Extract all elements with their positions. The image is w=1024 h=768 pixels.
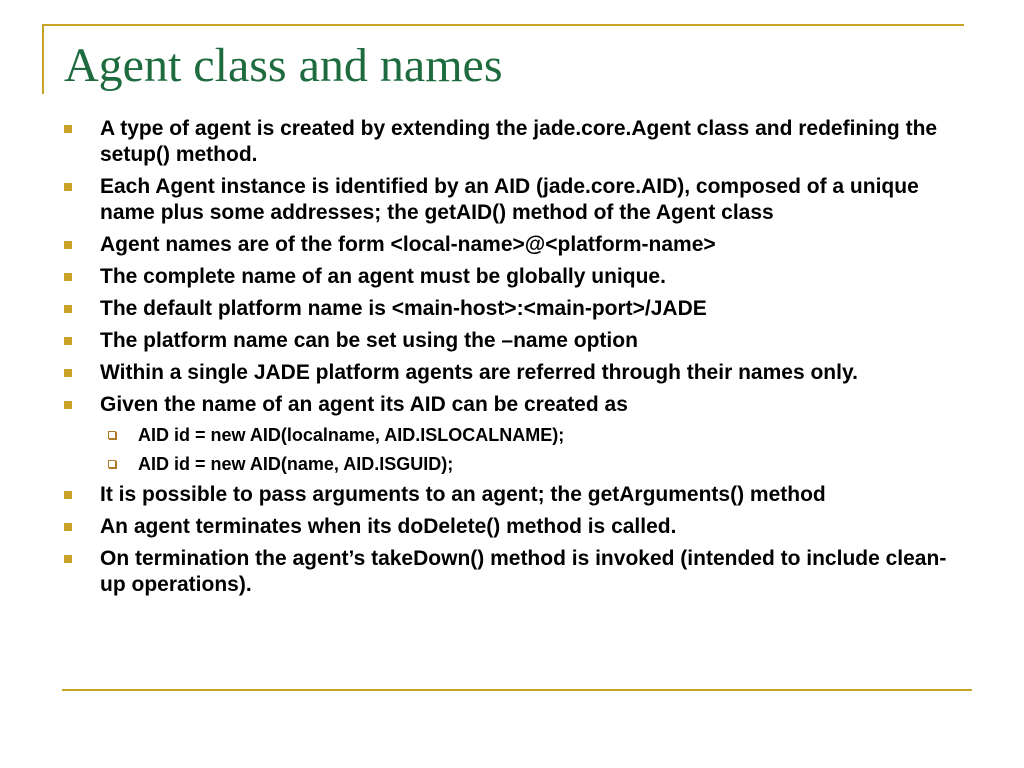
frame-bottom-line [62,689,972,691]
bullet-text: The default platform name is <main-host>:<main-port>/JADE [100,297,707,320]
square-bullet-icon [64,401,72,409]
slide-title: Agent class and names [64,39,503,92]
bullet-item [62,264,952,290]
square-bullet-icon [64,337,72,345]
bullet-text: Each Agent instance is identified by an AID (jade.core.AID), composed of a unique name plus some addresses; the getAID() method of the Agent class [100,175,919,224]
bullet-text: On termination the agent’s takeDown() method is invoked (intended to include clean-up operations). [100,547,947,596]
sub-bullet-text: AID id = new AID(name, AID.ISGUID); [138,454,454,474]
square-bullet-icon [64,305,72,313]
square-bullet-icon [64,241,72,249]
bullet-item [62,514,952,540]
bullet-text: The complete name of an agent must be globally unique. [100,265,666,288]
bullet-text: It is possible to pass arguments to an agent; the getArguments() method [100,483,826,506]
bullet-item [62,174,952,226]
sub-bullet-item [62,424,952,447]
bullet-text: Within a single JADE platform agents are referred through their names only. [100,361,858,384]
square-bullet-icon [64,125,72,133]
frame-top-line [42,24,964,26]
bullet-item [62,360,952,386]
bullet-text: Agent names are of the form <local-name>@<platform-name> [100,233,716,256]
bullet-item [62,482,952,508]
square-bullet-icon [64,183,72,191]
bullet-item [62,546,952,598]
bullet-item [62,296,952,322]
bullet-text: A type of agent is created by extending the jade.core.Agent class and redefining the setup() method. [100,117,938,166]
hollow-square-bullet-icon [108,460,116,468]
bullet-text: Given the name of an agent its AID can be created as [100,393,628,416]
square-bullet-icon [64,555,72,563]
frame-left-line [42,24,44,94]
bullet-item [62,392,952,418]
sub-bullet-item [62,453,952,476]
bullet-text: An agent terminates when its doDelete() method is called. [100,515,677,538]
bullet-text: The platform name can be set using the –name option [100,329,638,352]
hollow-square-bullet-icon [108,431,116,439]
bullet-item [62,328,952,354]
square-bullet-icon [64,273,72,281]
bullet-item [62,116,952,168]
sub-bullet-text: AID id = new AID(localname, AID.ISLOCALNAME); [138,425,565,445]
square-bullet-icon [64,369,72,377]
square-bullet-icon [64,491,72,499]
bullet-list [62,116,952,604]
bullet-item [62,232,952,258]
square-bullet-icon [64,523,72,531]
